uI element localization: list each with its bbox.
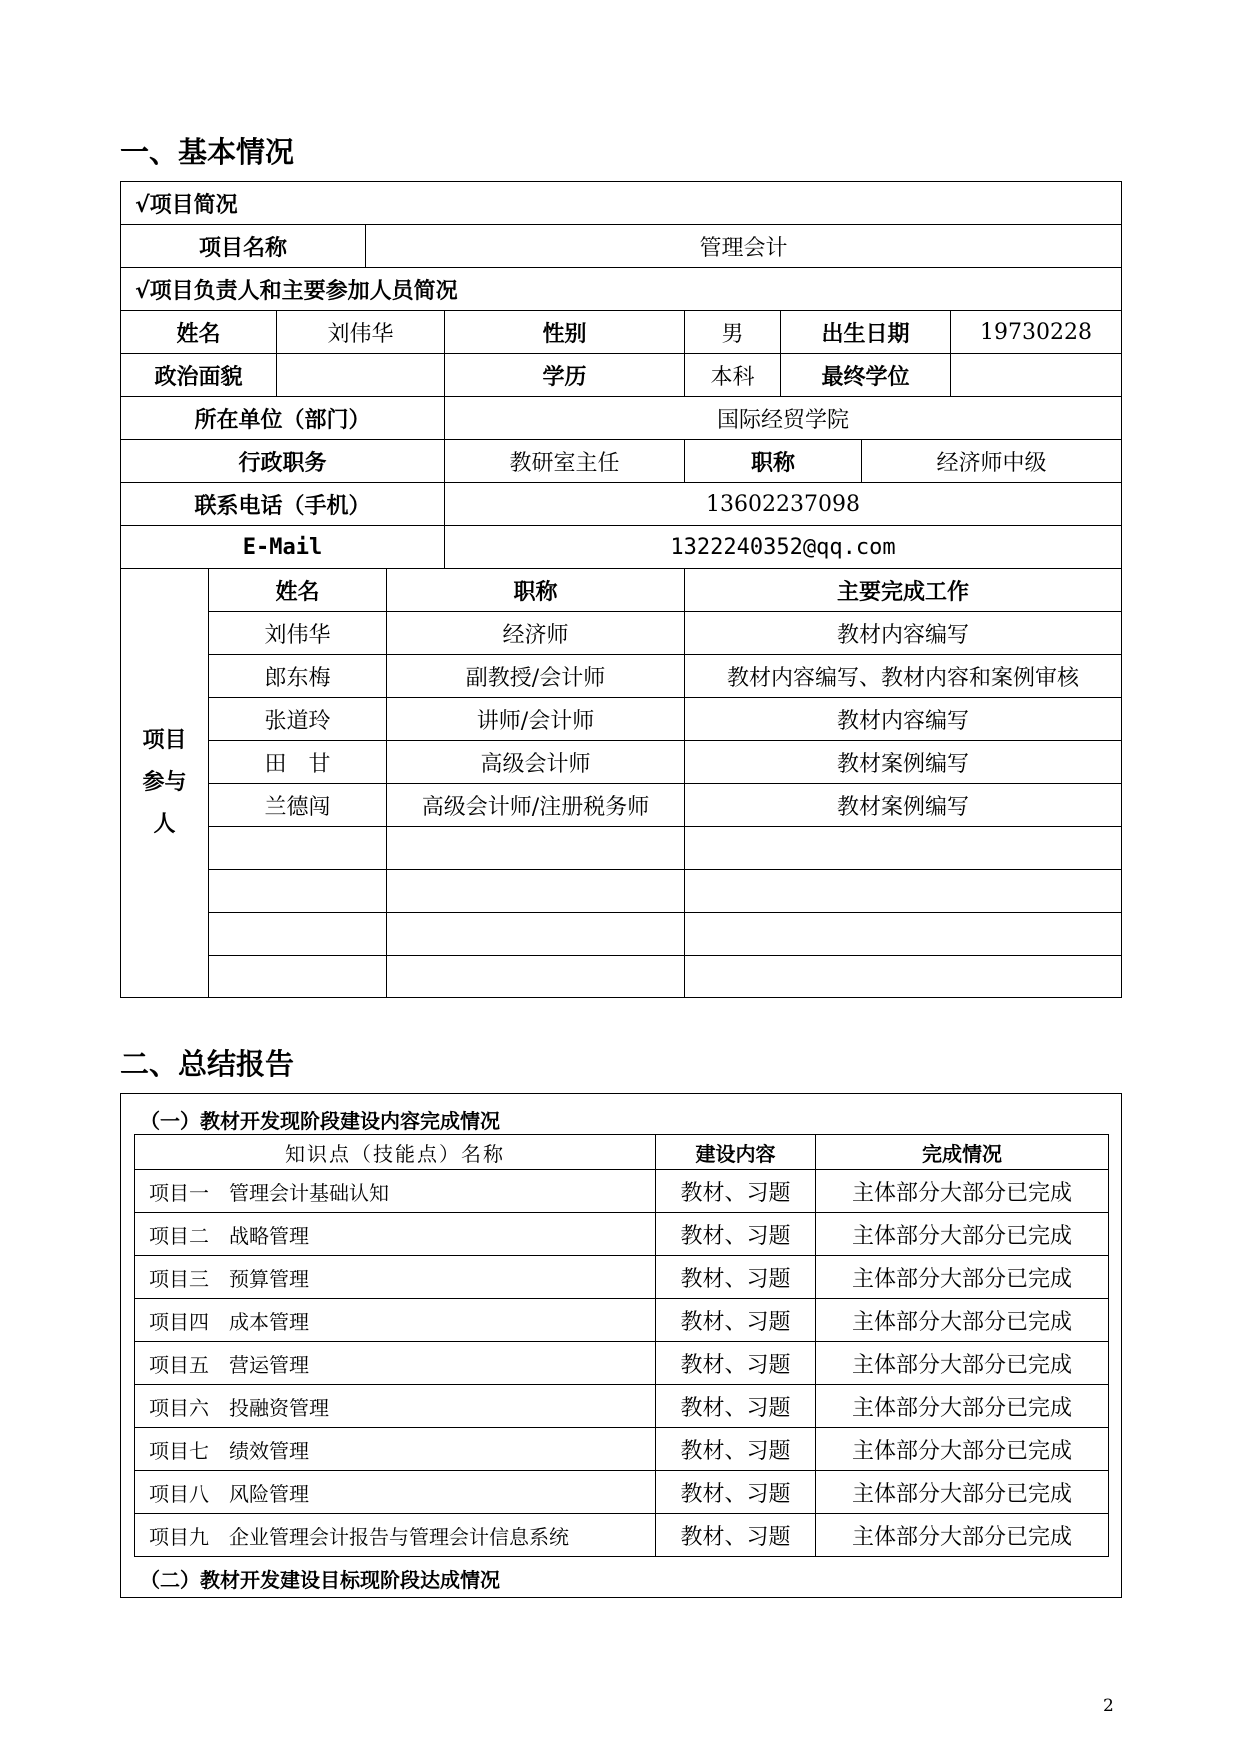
leader-name-label: 姓名 [120,310,277,354]
kp-name: 项目五 营运管理 [134,1341,656,1385]
kp-header-content: 建设内容 [655,1134,816,1170]
kp-status: 主体部分大部分已完成 [815,1341,1109,1385]
political-status-value [276,353,445,397]
project-name-value: 管理会计 [365,224,1122,268]
participant-name: 张道玲 [208,697,387,741]
participant-title [386,869,685,913]
admin-post-label: 行政职务 [120,439,445,483]
kp-name: 项目一 管理会计基础认知 [134,1169,656,1213]
participant-work [684,912,1122,956]
participant-name: 兰德闯 [208,783,387,827]
sub1-title: （一）教材开发现阶段建设内容完成情况 [140,1109,500,1133]
kp-status: 主体部分大部分已完成 [815,1169,1109,1213]
kp-content: 教材、习题 [655,1341,816,1385]
title-value: 经济师中级 [861,439,1122,483]
admin-post-value: 教研室主任 [444,439,685,483]
kp-status: 主体部分大部分已完成 [815,1212,1109,1256]
participant-work: 教材案例编写 [684,740,1122,784]
kp-status: 主体部分大部分已完成 [815,1255,1109,1299]
participant-work [684,955,1122,998]
leader-section-label: √项目负责人和主要参加人员简况 [120,267,1122,311]
participant-title: 高级会计师/注册税务师 [386,783,685,827]
participant-name [208,955,387,998]
participant-title: 副教授/会计师 [386,654,685,698]
kp-status: 主体部分大部分已完成 [815,1427,1109,1471]
participant-title [386,955,685,998]
kp-name: 项目三 预算管理 [134,1255,656,1299]
kp-content: 教材、习题 [655,1384,816,1428]
kp-status: 主体部分大部分已完成 [815,1384,1109,1428]
kp-header-name: 知识点（技能点）名称 [134,1134,656,1170]
participant-work: 教材内容编写、教材内容和案例审核 [684,654,1122,698]
unit-value: 国际经贸学院 [444,396,1122,440]
kp-header-status: 完成情况 [815,1134,1109,1170]
kp-name: 项目四 成本管理 [134,1298,656,1342]
participant-work: 教材内容编写 [684,611,1122,655]
section1-heading: 一、基本情况 [120,135,295,169]
birth-date-label: 出生日期 [780,310,951,354]
sub2-title: （二）教材开发建设目标现阶段达成情况 [140,1568,500,1592]
participant-title: 讲师/会计师 [386,697,685,741]
participant-work [684,826,1122,870]
gender-label: 性别 [444,310,685,354]
participants-header-title: 职称 [386,568,685,612]
participant-title [386,912,685,956]
email-label: E-Mail [120,525,445,569]
participants-side-label-line: 参与 [142,770,187,795]
participant-title [386,826,685,870]
birth-date-value: 19730228 [950,310,1122,354]
kp-status: 主体部分大部分已完成 [815,1470,1109,1514]
section2-heading: 二、总结报告 [120,1047,295,1081]
page-number: 2 [1103,1696,1114,1716]
kp-status: 主体部分大部分已完成 [815,1513,1109,1557]
participants-side-label-line: 项目 [142,728,187,753]
project-name-label: 项目名称 [120,224,366,268]
kp-name: 项目六 投融资管理 [134,1384,656,1428]
kp-content: 教材、习题 [655,1212,816,1256]
participant-work [684,869,1122,913]
participant-name [208,826,387,870]
leader-name-value: 刘伟华 [276,310,445,354]
political-status-label: 政治面貌 [120,353,277,397]
kp-content: 教材、习题 [655,1298,816,1342]
kp-name: 项目二 战略管理 [134,1212,656,1256]
phone-value: 13602237098 [444,482,1122,526]
kp-name: 项目九 企业管理会计报告与管理会计信息系统 [134,1513,656,1557]
participants-side-label-line: 人 [153,812,176,837]
participant-name: 田 甘 [208,740,387,784]
final-degree-value [950,353,1122,397]
kp-content: 教材、习题 [655,1427,816,1471]
kp-status: 主体部分大部分已完成 [815,1298,1109,1342]
kp-name: 项目八 风险管理 [134,1470,656,1514]
participants-header-work: 主要完成工作 [684,568,1122,612]
kp-content: 教材、习题 [655,1169,816,1213]
kp-content: 教材、习题 [655,1513,816,1557]
participant-name [208,869,387,913]
unit-label: 所在单位（部门） [120,396,445,440]
participant-title: 高级会计师 [386,740,685,784]
title-label: 职称 [684,439,862,483]
participant-name: 刘伟华 [208,611,387,655]
participant-work: 教材案例编写 [684,783,1122,827]
project-overview-label: √项目简况 [120,181,1122,225]
kp-content: 教材、习题 [655,1255,816,1299]
participants-side-label [120,568,209,998]
email-value: 1322240352@qq.com [444,525,1122,569]
education-label: 学历 [444,353,685,397]
final-degree-label: 最终学位 [780,353,951,397]
gender-value: 男 [684,310,781,354]
kp-content: 教材、习题 [655,1470,816,1514]
participant-work: 教材内容编写 [684,697,1122,741]
kp-name: 项目七 绩效管理 [134,1427,656,1471]
participant-title: 经济师 [386,611,685,655]
education-value: 本科 [684,353,781,397]
phone-label: 联系电话（手机） [120,482,445,526]
participant-name [208,912,387,956]
participant-name: 郎东梅 [208,654,387,698]
participants-header-name: 姓名 [208,568,387,612]
